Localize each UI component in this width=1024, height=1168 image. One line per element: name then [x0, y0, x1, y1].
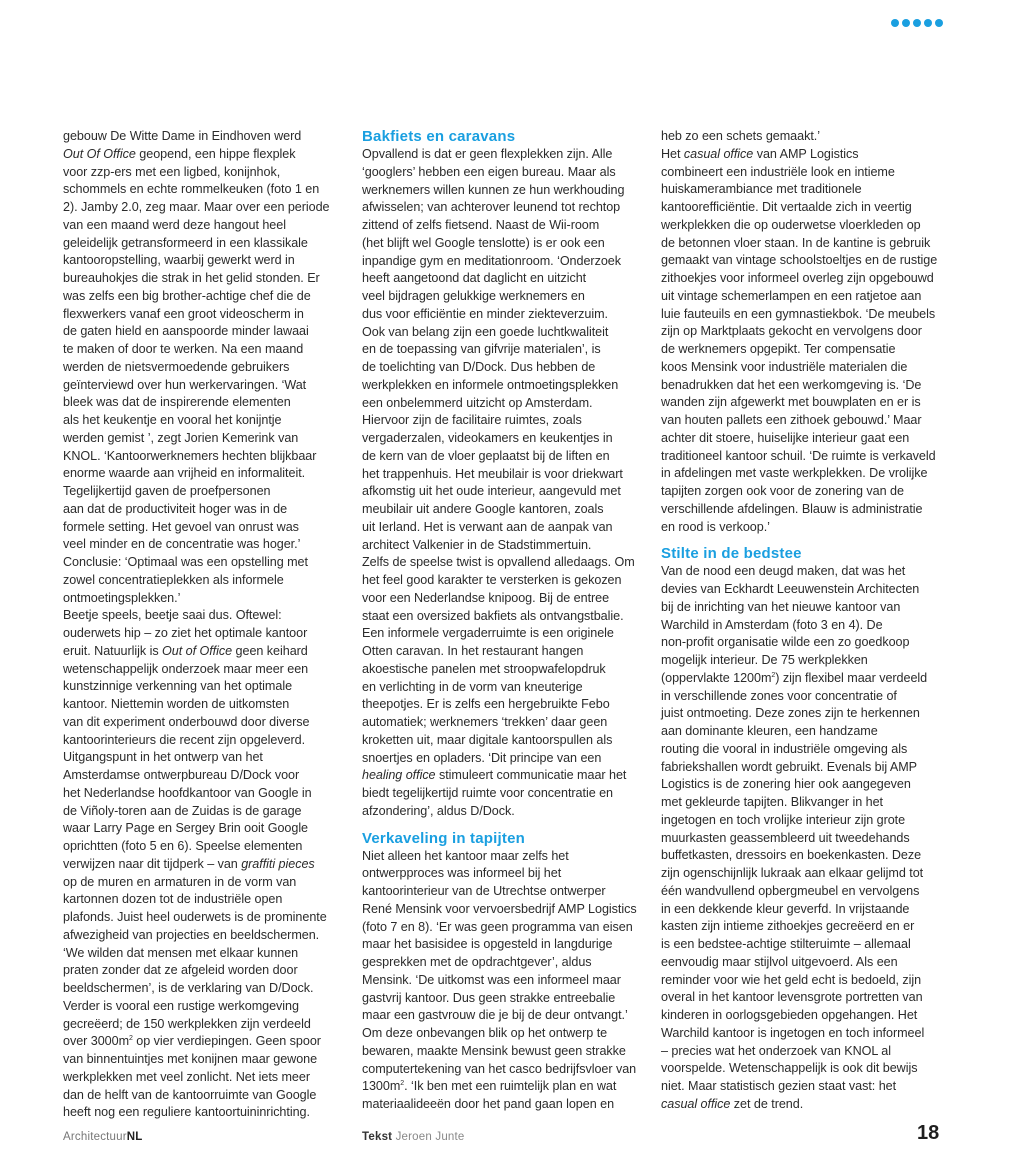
dot-icon	[935, 19, 943, 27]
text-fragment: geen keihard	[235, 643, 308, 658]
text-fragment: zet de trend.	[730, 1096, 804, 1111]
text-line: was zelfs een big brother-achtige chef die de	[63, 288, 311, 303]
text-line: luie fauteuils en een gymnastiekbok. ‘De meubels	[661, 306, 936, 321]
article-column-3	[661, 128, 956, 1114]
text-line: bureauhokjes die strak in het gelid stonden. Er	[63, 271, 320, 285]
text-line: in een dekkende kleur geverfd. In vrijstaande	[661, 901, 910, 916]
text-line: kunstzinnige verkenning van het optimale	[63, 679, 293, 694]
text-line: de gaten hield en aanspoorde minder lawaai	[63, 324, 309, 339]
text-line: is een bedstee-achtige stilteruimte – allemaal	[661, 937, 911, 951]
text-line: schommels en echte rommelkeuken (foto 1 en	[63, 182, 320, 197]
text-fragment: geopend, een hippe flexplek	[139, 146, 296, 161]
text-line: kantoor. Niettemin worden de uitkomsten	[63, 697, 290, 711]
text-line: veel minder en de concentratie was hoger.’	[63, 537, 301, 552]
text-line: dan de helft van de kantoorruimte van Google	[63, 1087, 317, 1102]
text-line: ingetogen en toch vrolijke interieur zijn grote	[661, 812, 906, 827]
text-line: zithoekjes voor informeel overleg zijn opgebouwd	[661, 271, 934, 285]
text-line: KNOL. ‘Kantoorwerknemers hechten blijkbaar	[63, 448, 317, 463]
italic-term: graffiti pieces	[241, 856, 315, 871]
text-line: formele setting. Het gevoel van onrust was	[63, 519, 299, 534]
text-line: Om deze onbevangen blik op het ontwerp te	[362, 1026, 608, 1040]
text-line: een onbelemmerd uitzicht op Amsterdam.	[362, 395, 593, 410]
text-line: en de toepassing van gifvrije materialen’, is	[362, 342, 601, 357]
text-line: de betonnen vloer staan. In de kantine is gebruik	[661, 235, 931, 250]
text-line: werknemers willen kunnen ze hun werkhouding	[362, 182, 625, 197]
text-line: benadrukken dat het een werkomgeving is. ‘De	[661, 377, 922, 392]
text-line: achter dit stoere, huiselijke interieur gaat een	[661, 430, 910, 445]
credit-label: Tekst	[362, 1131, 393, 1143]
text-line: voor zzp-ers met een ligbed, konijnhok,	[63, 164, 281, 179]
text-line: zowel concentratieplekken als informele	[63, 572, 284, 587]
text-line: met gekleurde tapijten. Blikvanger in het	[661, 795, 883, 809]
text-line: overal in het kantoor levensgrote portretten van	[661, 990, 923, 1005]
text-line: theepotjes. Er is zelfs een hergebruikte Febo	[362, 697, 610, 712]
text-line: in afdelingen met vaste werkplekken. De vrolijke	[661, 466, 928, 481]
text-fragment: 1300m	[362, 1079, 401, 1094]
text-line: wetenschappelijk onderzoek maar meer een	[63, 661, 309, 676]
text-line: van dit experiment onderbouwd door diverse	[63, 714, 310, 729]
text-line: het trappenhuis. Het meubilair is voor driekwart	[362, 466, 623, 481]
text-line: verschillende afdelingen. Blauw is administratie	[661, 501, 923, 516]
text-line	[661, 146, 956, 164]
text-line: kantooropstelling, waarbij gewerkt werd in	[63, 253, 295, 268]
text-line: René Mensink voor vervoersbedrijf AMP Logistics	[362, 901, 637, 916]
text-line: gebouw De Witte Dame in Eindhoven werd	[63, 129, 302, 143]
text-line: uit vintage schemerlampen en een ratjetoe aan	[661, 288, 922, 303]
text-line	[661, 1096, 956, 1114]
text-line: ouderwets hip – zo ziet het optimale kantoor	[63, 626, 308, 640]
text-line: van een maand werd deze hangout heel	[63, 217, 286, 232]
text-line: architect Valkenier in de Stadstimmertuin.	[362, 537, 592, 552]
text-line: Hiervoor zijn de facilitaire ruimtes, zoals	[362, 413, 582, 428]
paragraph-gap	[362, 821, 657, 830]
text-fragment: over 3000m	[63, 1034, 130, 1049]
text-line	[63, 643, 353, 661]
text-line	[63, 146, 353, 164]
text-line: biedt tegelijkertijd ruimte voor concentratie en	[362, 786, 614, 800]
text-line: van binnentuintjes met konijnen maar gewone	[63, 1052, 318, 1066]
text-line: maar het basisidee is opgesteld in langdurige	[362, 937, 613, 952]
text-line: bleek was dat de inspirerende elementen	[63, 395, 291, 410]
text-line: dus voor efficiëntie en minder ziekteverzuim.	[362, 306, 609, 321]
text-line: kinderen in oorlogsgebieden opgehangen. Het	[661, 1008, 918, 1022]
text-line: meubilair uit andere Google kantoren, zoals	[362, 502, 604, 516]
italic-term: casual office	[661, 1096, 731, 1111]
text-line: geleidelijk getransformeerd in een klassikale	[63, 235, 308, 250]
text-line: werkplekken en informele ontmoetingsplekken	[362, 377, 619, 392]
text-line: Uitgangspunt in het ontwerp van het	[63, 750, 263, 765]
text-line	[63, 856, 353, 874]
text-line: en rood is verkoop.’	[661, 519, 770, 534]
text-line: ontmoetingsplekken.’	[63, 590, 181, 605]
text-line: plafonds. Juist heel ouderwets is de prominente	[63, 910, 327, 924]
text-line: routing die vooral in industriële omgeving als	[661, 741, 908, 756]
text-line: kartonnen dozen tot de industriële open	[63, 892, 283, 907]
text-line: de toelichting van D/Dock. Dus hebben de	[362, 360, 596, 374]
text-fragment: ) zijn flexibel maar verdeeld	[775, 670, 928, 685]
section-heading-stilte: Stilte in de bedstee	[661, 545, 802, 563]
text-line: gastvrij kantoor. Dus geen strakke entreebalie	[362, 990, 616, 1005]
text-line: Warchild kantoor is ingetogen en toch informeel	[661, 1025, 925, 1040]
text-line: automatiek; werknemers ‘trekken’ daar geen	[362, 715, 608, 729]
superscript: 2	[129, 1035, 133, 1043]
credit-name: Jeroen Junte	[395, 1131, 465, 1143]
page-decoration-dots	[891, 19, 943, 27]
text-line: tapijten zorgen ook voor de zonering van de	[661, 484, 904, 498]
text-line: kroketten uit, maar digitale kantoorspullen als	[362, 732, 613, 747]
text-line: voor een Nederlandse knipoog. Bij de entree	[362, 590, 610, 605]
text-fragment: stimuleert communicatie maar het	[435, 768, 627, 783]
text-line: heeft aangetoond dat daglicht en uitzicht	[362, 271, 587, 286]
section-heading-bakfiets: Bakfiets en caravans	[362, 128, 516, 145]
text-fragment: eruit. Natuurlijk is	[63, 643, 163, 658]
text-line: Logistics is de zonering hier ook aangegeven	[661, 777, 911, 792]
text-fragment: op vier verdiepingen. Geen spoor	[132, 1034, 321, 1049]
text-line: waar Larry Page en Sergey Brin ooit Google	[63, 821, 309, 836]
paragraph-gap	[661, 536, 956, 545]
text-line: Amsterdamse ontwerpbureau D/Dock voor	[63, 768, 300, 782]
text-line: Beetje speels, beetje saai dus. Oftewel:	[63, 608, 282, 623]
text-line: maar een gastvrouw die je bij de deur ontvangt.’	[362, 1008, 628, 1023]
text-line: zijn ogenschijnlijk lukraak aan elkaar gelijmd tot	[661, 866, 924, 880]
text-line: heeft nog een reguliere kantoortuininrichting.	[63, 1105, 310, 1120]
text-line: reminder voor wie het geld echt is bedoeld, zijn	[661, 972, 922, 987]
text-line: akoestische panelen met stroopwafelopdruk	[362, 661, 606, 676]
text-line: voorspelde. Wetenschappelijk is ook dit bewijs	[661, 1061, 918, 1076]
text-line: heb zo een schets gemaakt.’	[661, 129, 820, 143]
text-line: Opvallend is dat er geen flexplekken zijn. Alle	[362, 147, 613, 161]
text-fragment: Het	[661, 146, 684, 161]
text-line: gemaakt van vintage schoolstoeltjes en de rustige	[661, 253, 938, 268]
dot-icon	[913, 19, 921, 27]
text-line: Warchild in Amsterdam (foto 3 en 4). De	[661, 617, 883, 632]
text-fragment: verwijzen naar dit tijdperk – van	[63, 856, 238, 871]
text-line: Conclusie: ‘Optimaal was een opstelling met	[63, 555, 308, 569]
text-line: eenvoudig maar stijlvol uitgevoerd. Als een	[661, 954, 898, 969]
text-line: op de muren en armaturen in de vorm van	[63, 874, 297, 889]
text-line: zittend of zelfs fietsend. Naast de Wii-room	[362, 218, 600, 232]
text-line: de kern van de vloer geplaatst bij de liften en	[362, 448, 610, 463]
text-line: Zelfs de speelse twist is opvallend alledaags. Om	[362, 555, 635, 570]
text-line: inpandige gym en meditationroom. ‘Onderzoek	[362, 253, 621, 268]
text-line: (het blijft wel Google tenslotte) is er ook een	[362, 235, 605, 250]
text-line: afzondering’, aldus D/Dock.	[362, 803, 515, 818]
section-heading-verkaveling: Verkaveling in tapijten	[362, 829, 525, 847]
text-line: zijn op Marktplaats gekocht en vervolgens door	[661, 324, 922, 339]
text-line: combineert een industriële look en intieme	[661, 164, 895, 179]
text-line: Een informele vergaderruimte is een originele	[362, 626, 614, 641]
text-line: enorme waarde aan vrijheid en informaliteit.	[63, 466, 306, 481]
text-line: de werknemers opgepikt. Ter compensatie	[661, 342, 896, 356]
text-line: non-profit organisatie wilde een zo goedkoop	[661, 635, 910, 650]
text-line: beeldschermen’, is de verklaring van D/Dock.	[63, 981, 314, 995]
text-line: gecreëerd; de 150 werkplekken zijn verdeeld	[63, 1016, 311, 1031]
text-line: computertekening van het casco bedrijfsvloer van	[362, 1061, 637, 1076]
dot-icon	[924, 19, 932, 27]
text-line	[362, 767, 657, 785]
text-line: staat een oversized bakfiets als ontvangstbalie.	[362, 608, 624, 623]
text-fragment: (oppervlakte 1200m	[661, 670, 772, 685]
text-line	[63, 1033, 353, 1051]
text-line: Niet alleen het kantoor maar zelfs het	[362, 848, 569, 863]
superscript: 2	[400, 1080, 405, 1088]
text-line: geïnterviewd over hun werkervaringen. ‘Wat	[63, 377, 307, 392]
text-line: Tegelijkertijd gaven de proefpersonen	[63, 484, 271, 498]
text-line: werden gemist ’, zegt Jorien Kemerink van	[63, 430, 299, 445]
magazine-name	[63, 1131, 143, 1143]
text-line: werkplekken met veel zonlicht. Net iets meer	[63, 1069, 310, 1084]
text-line: het feel good karakter te versterken is gekozen	[362, 573, 622, 587]
text-line: Mensink. ‘De uitkomst was een informeel maar	[362, 972, 621, 987]
text-line: kasten zijn intieme zithoekjes gecreëerd en er	[661, 919, 915, 934]
text-line: kantoorinterieurs die recent zijn opgeleverd.	[63, 732, 306, 747]
text-line: van houten pallets een zithoek gebouwd.’ Maar	[661, 413, 922, 427]
text-fragment: van AMP Logistics	[753, 146, 859, 161]
text-line: praten zonder dat ze afgeleid worden door	[63, 963, 298, 978]
superscript: 2	[771, 671, 776, 679]
text-line: ‘googlers’ hebben een eigen bureau. Maar als	[362, 164, 616, 179]
text-line: traditioneel kantoor schuil. ‘De ruimte is verkaveld	[661, 448, 936, 463]
text-line: juist ontmoeting. Deze zones zijn te herkennen	[661, 706, 920, 721]
text-line: huiskamerambiance met traditionele	[661, 182, 862, 197]
text-line: Van de nood een deugd maken, dat was het	[661, 564, 906, 579]
text-line: wanden zijn afgewerkt met bouwplaten en er is	[661, 395, 921, 410]
article-column-1	[63, 128, 353, 1122]
text-line: materiaalideeën door het pand gaan lopen en	[362, 1097, 615, 1111]
italic-title: Out Of Office	[63, 146, 136, 161]
italic-title: Out of Office	[162, 643, 233, 658]
text-line: mogelijk interieur. De 75 werkplekken	[661, 653, 868, 667]
text-line: niet. Maar statistisch gezien staat vast: het	[661, 1079, 897, 1093]
text-line: één wandvullend opbergmeubel en vervolgens	[661, 883, 920, 898]
text-line: Otten caravan. In het restaurant hangen	[362, 644, 584, 658]
dot-icon	[891, 19, 899, 27]
text-line: en verlichting in de vorm van kneuterige	[362, 679, 583, 694]
text-line: in verschillende zones voor concentratie of	[661, 688, 897, 703]
italic-term: healing office	[362, 768, 436, 783]
article-column-2	[362, 128, 657, 1114]
text-line: veel bijdragen gelukkige werknemers en	[362, 289, 585, 303]
text-line: bewaren, maakte Mensink bewust geen strakke	[362, 1043, 626, 1058]
italic-term: casual office	[683, 146, 754, 161]
magazine-name-bold: NL	[126, 1131, 143, 1143]
text-line: bij de inrichting van het nieuwe kantoor van	[661, 599, 901, 614]
text-line: fabriekshallen wordt gebruikt. Evenals bij AMP	[661, 759, 918, 774]
text-line: (foto 7 en 8). ‘Er was geen programma van eisen	[362, 919, 633, 934]
text-line: werden de nietsvermoedende gebruikers	[63, 359, 290, 374]
text-line: afwisselen; van achterover leunend tot rechtop	[362, 200, 621, 215]
text-line: kantoorinterieur van de Utrechtse ontwerper	[362, 884, 606, 898]
text-line: oprichtten (foto 5 en 6). Speelse elementen	[63, 839, 303, 853]
text-line: gesprekken met de opdrachtgever’, aldus	[362, 955, 592, 969]
text-line: devies van Eckhardt Leeuwenstein Architecten	[661, 582, 920, 596]
text-line: koos Mensink voor industriële materialen die	[661, 359, 908, 374]
magazine-name-light: Architectuur	[63, 1131, 127, 1143]
text-fragment: . ‘Ik ben met een ruimtelijk plan en wat	[404, 1079, 617, 1094]
text-line: werkplekken die op ouderwetse vloerkleden op	[661, 217, 921, 232]
text-line: snoertjes en opladers. ‘Dit principe van een	[362, 750, 602, 765]
text-line: – precies wat het onderzoek van KNOL al	[661, 1043, 891, 1058]
text-line	[362, 1078, 657, 1096]
text-line: buffetkasten, dressoirs en boekenkasten. Deze	[661, 848, 922, 863]
text-line: te maken of door te werken. Na een maand	[63, 342, 304, 356]
text-line: flexwerkers vanaf een groot videoscherm in	[63, 306, 304, 321]
text-line: Verder is vooral een rustige werkomgeving	[63, 998, 299, 1013]
text-line: aan dat de productiviteit hoger was in de	[63, 501, 288, 516]
text-line: kantoorefficiëntie. Dit vertaalde zich in veertig	[661, 200, 912, 214]
author-credit	[362, 1131, 465, 1143]
text-line: 2). Jamby 2.0, zeg maar. Maar over een periode	[63, 200, 330, 214]
text-line: vergaderzalen, videokamers en keukentjes in	[362, 431, 613, 445]
page-number: 18	[917, 1122, 940, 1144]
text-line: Ook van belang zijn een goede luchtkwaliteit	[362, 324, 609, 339]
text-line: uit Ierland. Het is verwant aan de aanpak van	[362, 519, 613, 534]
text-line: als het keukentje en vooral het konijntje	[63, 413, 282, 427]
text-line: ontwerpproces was informeel bij het	[362, 866, 562, 881]
text-line: het Nederlandse hoofdkantoor van Google in	[63, 785, 312, 800]
text-line: de Viñoly-toren aan de Zuidas is de garage	[63, 803, 302, 818]
text-line	[661, 670, 956, 688]
text-line: afkomstig uit het oude interieur, aangevuld met	[362, 484, 621, 499]
text-line: aan dominante kleuren, een handzame	[661, 724, 878, 738]
dot-icon	[902, 19, 910, 27]
text-line: muurkasten geassembleerd uit tweedehands	[661, 830, 910, 845]
text-line: ‘We wilden dat mensen met elkaar kunnen	[63, 945, 299, 960]
text-line: afwezigheid van projecties en beeldschermen.	[63, 927, 320, 942]
